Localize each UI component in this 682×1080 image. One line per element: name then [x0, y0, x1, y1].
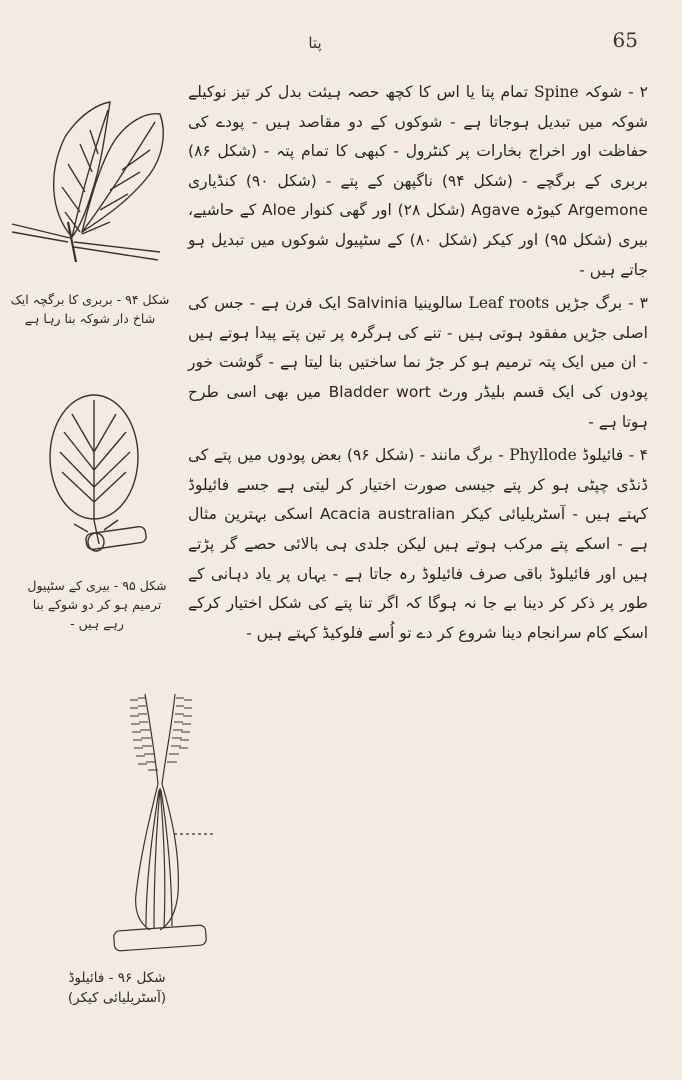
term-leaf-roots: Leaf roots [468, 294, 550, 313]
paragraph-text: - برگ مانند - (شکل ۹۶) بعض پودوں میں پتے کی ڈنڈی چپٹی ہو کر پتے جیسی صورت اختیار کر لیتی ہے جسے فائیلوڈ کہتے ہیں - آسٹریلیائی کیکر Acacia australian اسکی بہترین مثال ہے - اسکے پتے مرکب ہوتے ہیں لیکن جلدی ہی بالائی حصے گر پڑتے ہیں اور فائیلوڈ باقی صرف فائیلوڈ رہ جاتا ہے - یہاں پر یاد دہانی کے طور پر ذکر کر دینا بے جا نہ ہوگا کہ اگر تنا پتے کی شکل اختیار کرکے اسکے کام سرانجام دینا شروع کر دے تو اُسے فلوکیڈ کہتے ہیں - [188, 446, 649, 642]
paragraph-text: تمام پتا یا اس کا کچھ حصہ ہیئت بدل کر تیز نوکیلے شوکہ میں تبدیل ہوجاتا ہے - شوکوں کے دو مقاصد ہیں - پودے کی حفاظت اور اخراج بخارات پر کنٹرول - کبھی کا تمام پتہ - (شکل ۸۶) بربری کے برگچے - (شکل ۹۴) ناگپھن کے پتے - (شکل ۹۰) کنڈیاری Argemone کیوڑہ Agave (شکل ۲۸) اور گھی کنوار Aloe کے حاشیے، بیری (شکل ۹۵) اور کیکر (شکل ۸۰) کے سٹپیول شوکوں میں تبدیل ہو جاتے ہیں - [188, 83, 648, 279]
paragraph-leaf-roots [188, 289, 648, 437]
paragraph-spine [188, 78, 648, 285]
paragraph-prefix: ۲ - شوکہ [578, 83, 648, 101]
figure-94-barberry-leaf [10, 92, 170, 262]
figure-96-caption: شکل ۹۶ - فائیلوڈ (آسٹریلیائی کیکر) [67, 970, 167, 1006]
paragraph-prefix: ۳ - برگ جڑیں [549, 294, 648, 313]
paragraph-text: سالوینیا Salvinia ایک فرن ہے - جس کی اصلی جڑیں مفقود ہوتی ہیں - تنے کی ہرگرہ پر تین پتے پیدا ہوتے ہیں - ان میں ایک پتہ ترمیم ہو کر جڑ نما ساختیں بنا لیتا ہے - گوشت خور پودوں کی ایک قسم بلیڈر ورٹ Bladder wort میں بھی اسی طرح ہوتا ہے - [188, 294, 648, 431]
figure-94-caption: شکل ۹۴ - بربری کا برگچہ ایک شاخ دار شوکہ بنا رہا ہے [10, 292, 170, 326]
body-text [188, 78, 648, 652]
figure-95-jujube-leaf [44, 392, 154, 562]
paragraph-prefix: ۴ - فائیلوڈ [576, 446, 648, 465]
running-head: پتا [308, 34, 322, 52]
figure-96-phyllode [100, 684, 220, 956]
paragraph-phyllode [188, 441, 648, 648]
page-number: 65 [612, 28, 638, 52]
term-spine: Spine [534, 83, 579, 101]
term-phyllode: Phyllode [509, 446, 577, 465]
figure-95-caption: شکل ۹۵ - بیری کے سٹپیول ترمیم ہو کر دو شوکے بنا رہے ہیں - [27, 578, 167, 631]
